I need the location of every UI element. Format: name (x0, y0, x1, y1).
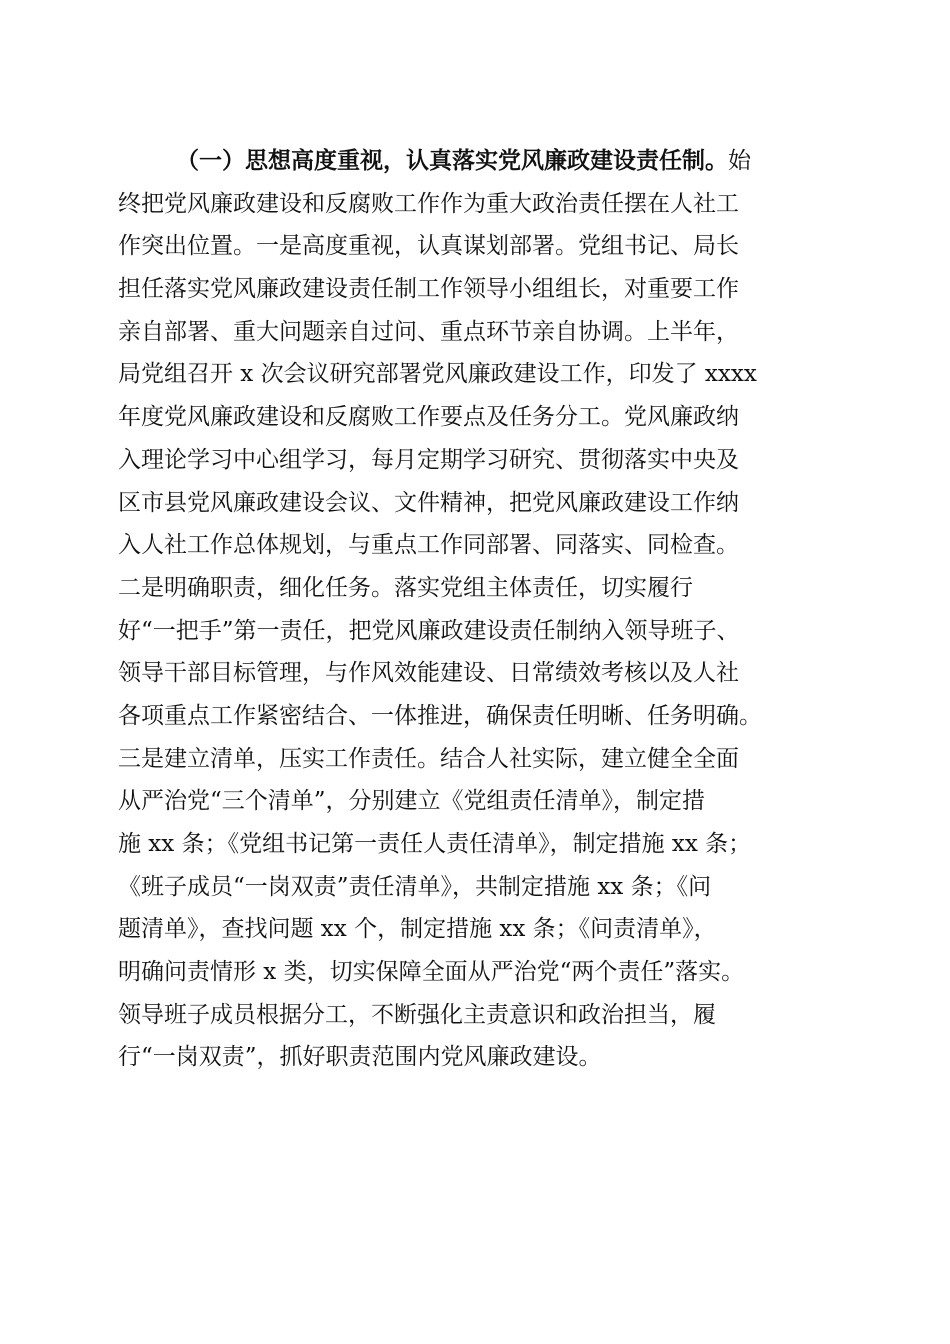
section-heading: （一）思想高度重视，认真落实党风廉政建设责任制。 (176, 147, 728, 174)
paragraph-line: 从严治党“三个清单”，分别建立《党组责任清单》，制定措 (118, 788, 706, 815)
paragraph-line: 亲自部署、重大问题亲自过问、重点环节亲自协调。上半年， (118, 318, 739, 345)
paragraph-line: 《班子成员“一岗双责”责任清单》，共制定措施 xx 条；《问 (118, 873, 712, 900)
paragraph-text: 始 (728, 148, 751, 174)
paragraph-line: 施 xx 条；《党组书记第一责任人责任清单》，制定措施 xx 条； (118, 831, 752, 857)
paragraph-line: 题清单》，查找问题 xx 个，制定措施 xx 条；《问责清单》， (118, 916, 717, 943)
paragraph-line: 二是明确职责，细化任务。落实党组主体责任，切实履行 (118, 574, 693, 601)
paragraph-line: 入人社工作总体规划，与重点工作同部署、同落实、同检查。 (118, 532, 739, 559)
paragraph-line: 入理论学习中心组学习，每月定期学习研究、贯彻落实中央及 (118, 446, 739, 473)
paragraph-line: 三是建立清单，压实工作责任。结合人社实际，建立健全全面 (118, 745, 739, 772)
paragraph-line: 年度党风廉政建设和反腐败工作要点及任务分工。党风廉政纳 (118, 404, 739, 431)
paragraph-line: 好“一把手”第一责任，把党风廉政建设责任制纳入领导班子、 (118, 617, 740, 644)
paragraph-line: 区市县党风廉政建设会议、文件精神，把党风廉政建设工作纳 (118, 489, 739, 516)
paragraph-line: 作突出位置。一是高度重视，认真谋划部署。党组书记、局长 (118, 233, 739, 260)
paragraph-line: 领导班子成员根据分工，不断强化主责意识和政治担当，履 (118, 1001, 716, 1028)
body-paragraph (118, 140, 838, 1079)
paragraph-line-1 (118, 140, 838, 183)
paragraph-line: 终把党风廉政建设和反腐败工作作为重大政治责任摆在人社工 (118, 190, 739, 217)
paragraph-line: 各项重点工作紧密结合、一体推进，确保责任明晰、任务明确。 (118, 702, 762, 729)
paragraph-line: 领导干部目标管理，与作风效能建设、日常绩效考核以及人社 (118, 660, 739, 687)
paragraph-line: 行“一岗双责”，抓好职责范围内党风廉政建设。 (118, 1044, 602, 1071)
paragraph-line: 明确问责情形 x 类，切实保障全面从严治党“两个责任”落实。 (118, 959, 745, 986)
paragraph-line: 担任落实党风廉政建设责任制工作领导小组组长，对重要工作 (118, 276, 739, 303)
paragraph-line: 局党组召开 x 次会议研究部署党风廉政建设工作，印发了 xxxx (118, 361, 757, 388)
